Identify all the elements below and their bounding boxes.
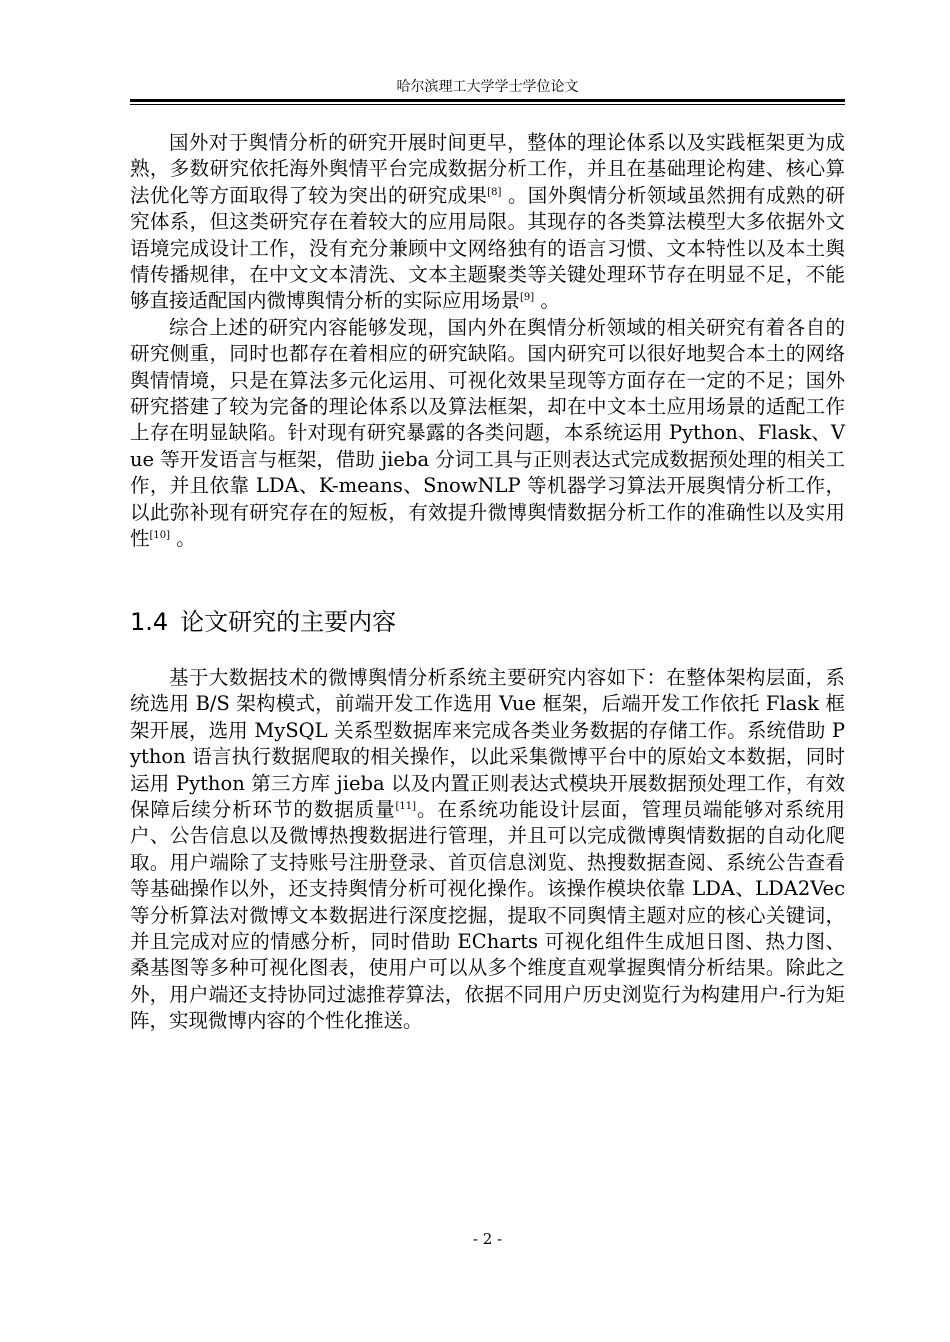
paragraph-summary (130, 315, 845, 553)
page-number: - 2 - (472, 1230, 503, 1248)
section-number: 1.4 (130, 608, 169, 636)
header-rule-thick (130, 99, 845, 102)
citation: [11] (395, 801, 417, 813)
paragraph-text: 国外对于舆情分析的研究开展时间更早，整体的理论体系以及实践框架更为成熟，多数研究依托海外舆情平台完成数据分析工作，并且在基础理论构建、核心算法优化等方面取得了较为突出的研究成果 (130, 131, 845, 207)
paragraph-text: 综合上述的研究内容能够发现，国内外在舆情分析领域的相关研究有着各自的研究侧重，同时也都存在着相应的研究缺陷。国内研究可以很好地契合本土的网络舆情情境，只是在算法多元化运用、可视化效果呈现等方面存在一定的不足；国外研究搭建了较为完备的理论体系以及算法框架，却在中文本土应用场景的适配工作上存在明显缺陷。针对现有研究暴露的各类问题，本系统运用 Python、Flask、Vue 等开发语言与框架，借助 jieba 分词工具与正则表达式完成数据预处理的相关工作，并且依靠 LDA、K-means、SnowNLP 等机器学习算法开展舆情分析工作，以此弥补现有研究存在的短板，有效提升微博舆情数据分析工作的准确性以及实用性 (130, 315, 845, 551)
paragraph-text: 基于大数据技术的微博舆情分析系统主要研究内容如下：在整体架构层面，系统选用 B/S 架构模式，前端开发工作选用 Vue 框架，后端开发工作依托 Flask 框架开展，选用 MySQL 关系型数据库来完成各类业务数据的存储工作。系统借助 Python 语言执行数据爬取的相关操作，以此采集微博平台中的原始文本数据，同时运用 Python 第三方库 jieba 以及内置正则表达式模块开展数据预处理工作，有效保障后续分析环节的数据质量 (130, 666, 845, 822)
paragraph-text: 。在系统功能设计层面，管理员端能够对系统用户、公告信息以及微博热搜数据进行管理，并且可以完成微博舆情数据的自动化爬取。用户端除了支持账号注册登录、首页信息浏览、热搜数据查阅、系统公告查看等基础操作以外，还支持舆情分析可视化操作。该操作模块依靠 LDA、LDA2Vec 等分析算法对微博文本数据进行深度挖掘，提取不同舆情主题对应的核心关键词，并且完成对应的情感分析，同时借助 ECharts 可视化组件生成旭日图、热力图、桑基图等多种可视化图表，使用户可以从多个维度直观掌握舆情分析结果。除此之外，用户端还支持协同过滤推荐算法，依据不同用户历史浏览行为构建用户-行为矩阵，实现微博内容的个性化推送。 (130, 798, 845, 1033)
paragraph-text: 。 (170, 527, 196, 551)
citation: [10] (149, 530, 171, 542)
paragraph-foreign-research (130, 130, 845, 315)
body-text-block-2 (130, 665, 845, 1035)
paragraph-main-content (130, 665, 845, 1035)
paragraph-text: 。国外舆情分析领域虽然拥有成熟的研究体系，但这类研究存在着较大的应用局限。其现存的各类算法模型大多依据外文语境完成设计工作，没有充分兼顾中文网络独有的语言习惯、文本特性以及本土舆情传播规律，在中文文本清洗、文本主题聚类等关键处理环节存在明显不足，不能够直接适配国内微博舆情分析的实际应用场景 (130, 183, 845, 313)
header-rule-thin (130, 104, 845, 105)
citation: [9] (520, 292, 535, 304)
paragraph-text: 。 (534, 289, 560, 313)
citation: [8] (487, 186, 502, 198)
section-heading (130, 605, 845, 639)
body-text-block-1 (130, 130, 845, 553)
section-title: 论文研究的主要内容 (180, 608, 397, 636)
running-header: 哈尔滨理工大学学士学位论文 (396, 79, 579, 95)
